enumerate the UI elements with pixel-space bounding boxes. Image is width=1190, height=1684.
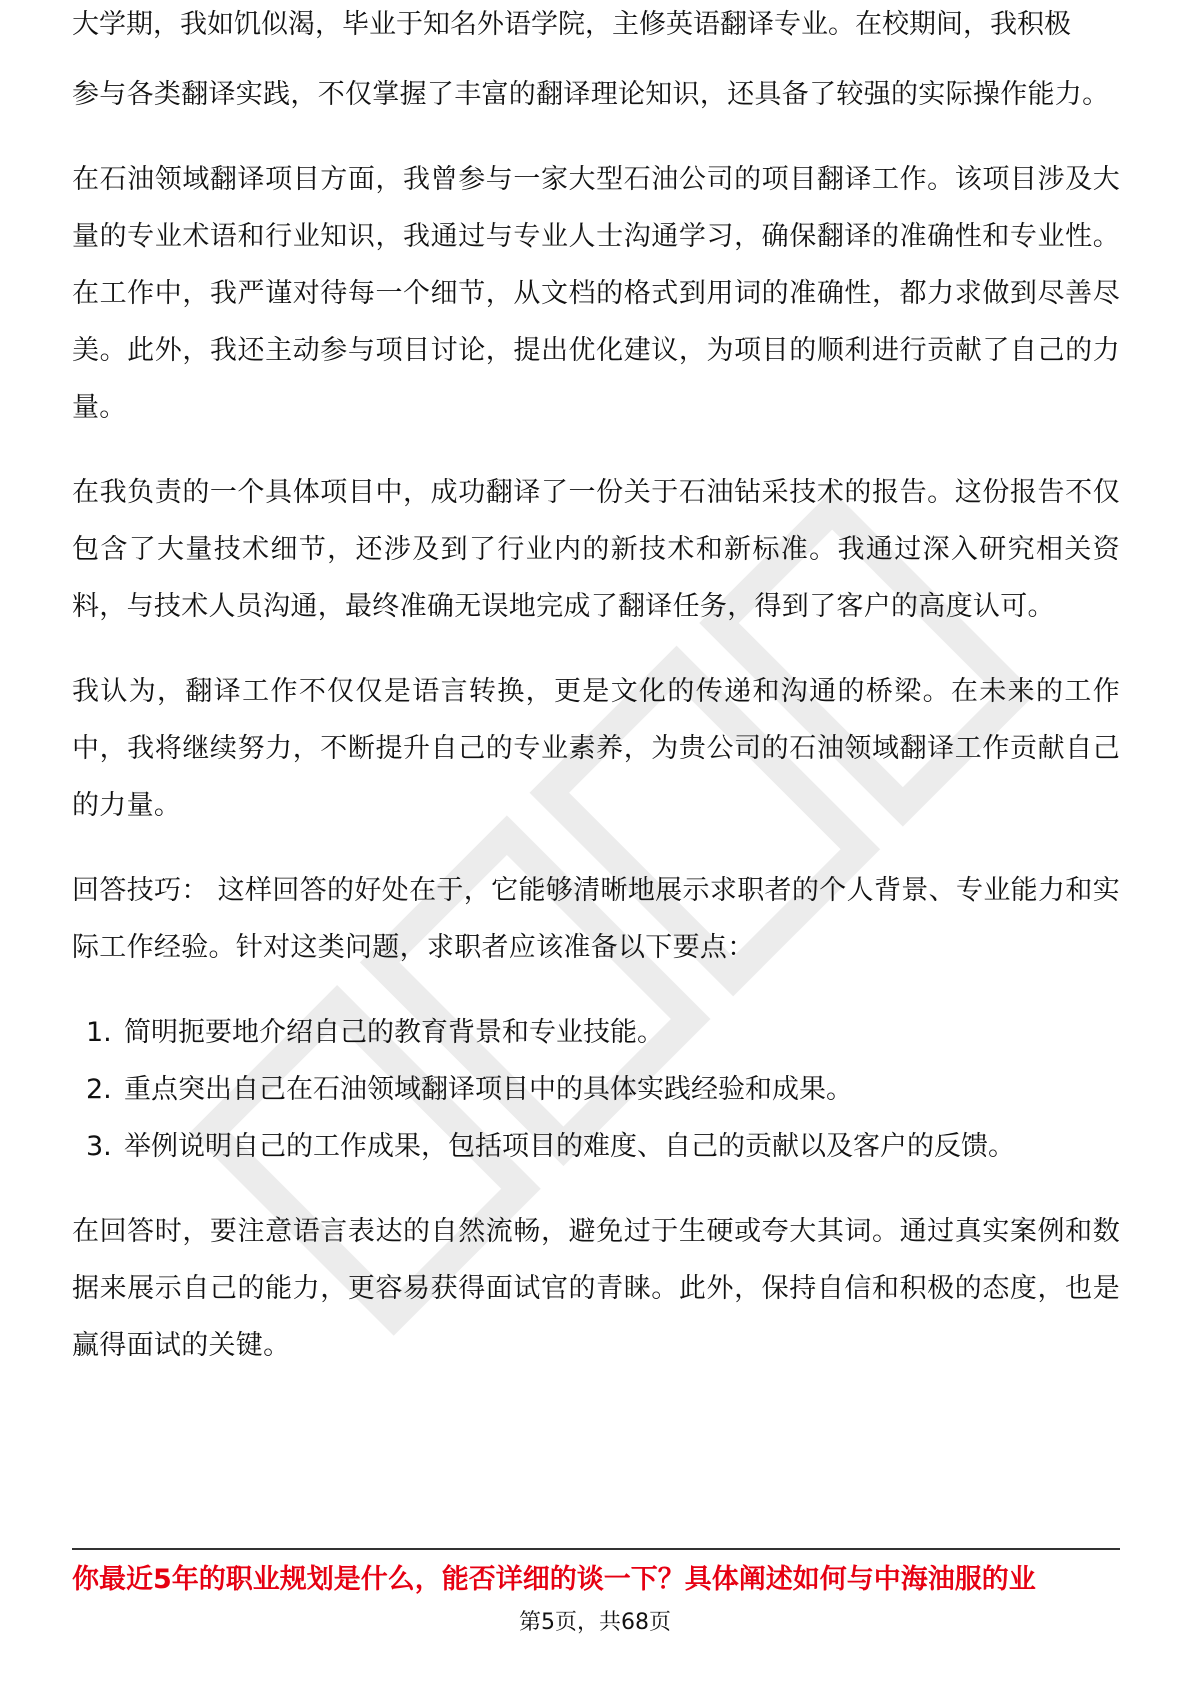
paragraph-closing: 在回答时，要注意语言表达的自然流畅，避免过于生硬或夸大其词。通过真实案例和数据来展示自己的能力，更容易获得面试官的青睐。此外，保持自信和积极的态度，也是赢得面试的关键。 [72,1216,1120,1361]
paragraph-translation-view: 我认为，翻译工作不仅仅是语言转换，更是文化的传递和沟通的桥梁。在未来的工作中，我将继续努力，不断提升自己的专业素养，为贵公司的石油领域翻译工作贡献自己的力量。 [72,676,1120,821]
next-question-heading: 你最近5年的职业规划是什么，能否详细的谈一下？具体阐述如何与中海油服的业 [72,1564,1036,1595]
list-item-number: 1. [86,1017,112,1048]
list-item-text: 举例说明自己的工作成果，包括项目的难度、自己的贡献以及客户的反馈。 [124,1131,1015,1162]
list-item-text: 简明扼要地介绍自己的教育背景和专业技能。 [124,1017,664,1048]
paragraph-specific-project: 在我负责的一个具体项目中，成功翻译了一份关于石油钻采技术的报告。这份报告不仅包含了大量技术细节，还涉及到了行业内的新技术和新标准。我通过深入研究相关资料，与技术人员沟通，最终准确无误地完成了翻译任务，得到了客户的高度认可。 [72,477,1120,622]
paragraph-answer-tips: 回答技巧： 这样回答的好处在于，它能够清晰地展示求职者的个人背景、专业能力和实际工作经验。针对这类问题，求职者应该准备以下要点： [72,875,1120,963]
clipped-top-line: 大学期，我如饥似渴，毕业于知名外语学院，主修英语翻译专业。在校期间，我积极 [72,9,1071,40]
list-item-text: 重点突出自己在石油领域翻译项目中的具体实践经验和成果。 [124,1074,853,1105]
list-item [72,1004,1120,1061]
paragraph-oil-project: 在石油领域翻译项目方面，我曾参与一家大型石油公司的项目翻译工作。该项目涉及大量的专业术语和行业知识，我通过与专业人士沟通学习，确保翻译的准确性和专业性。在工作中，我严谨对待每一个细节，从文档的格式到用词的准确性，都力求做到尽善尽美。此外，我还主动参与项目讨论，提出优化建议，为项目的顺利进行贡献了自己的力量。 [72,164,1120,423]
tips-list [72,1004,1120,1175]
footer-divider [72,1548,1120,1550]
list-item-number: 2. [86,1074,112,1105]
document-body [72,9,1120,1402]
page-number: 第5页，共68页 [519,1610,671,1635]
list-item-number: 3. [86,1131,112,1162]
list-item [72,1061,1120,1118]
list-item [72,1118,1120,1175]
paragraph-education: 参与各类翻译实践，不仅掌握了丰富的翻译理论知识，还具备了较强的实际操作能力。 [72,79,1110,110]
